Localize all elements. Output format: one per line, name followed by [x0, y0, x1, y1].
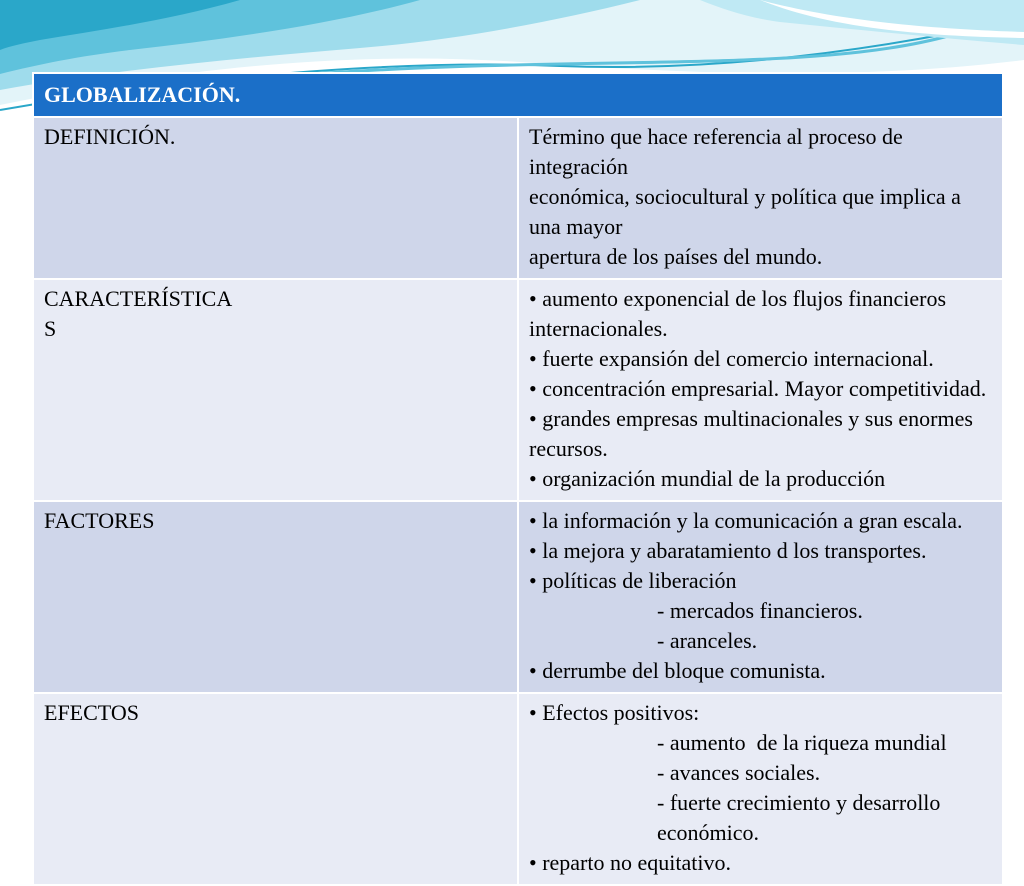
row-content-caracteristicas [518, 279, 1003, 501]
row-content-factores [518, 501, 1003, 693]
globalization-table [32, 72, 1004, 886]
content-line: económica, sociocultural y política que implica a una mayor [529, 184, 967, 239]
bullet-item: • aumento exponencial de los flujos financieros internacionales. [529, 286, 952, 341]
bullet-item: • reparto no equitativo. [529, 850, 731, 875]
row-label-factores: FACTORES [33, 501, 518, 693]
table-header-row [33, 73, 1003, 117]
bullet-item: • organización mundial de la producción [529, 466, 886, 491]
bullet-item: • derrumbe del bloque comunista. [529, 658, 826, 683]
sub-item: - avances sociales. [657, 760, 821, 785]
bullet-item: • la mejora y abaratamiento d los transportes. [529, 538, 927, 563]
row-label-caracteristicas [33, 279, 518, 501]
sub-item: - aumento de la riqueza mundial [657, 730, 947, 755]
table-row-definicion [33, 117, 1003, 279]
bullet-item: • la información y la comunicación a gran escala. [529, 508, 963, 533]
table-header-cell: GLOBALIZACIÓN. [33, 73, 1003, 117]
sub-item: - mercados financieros. [657, 598, 863, 623]
label-line: CARACTERÍSTICA [44, 286, 233, 311]
content-line: apertura de los países del mundo. [529, 244, 823, 269]
globalization-table-container [32, 72, 1004, 886]
row-label-definicion: DEFINICIÓN. [33, 117, 518, 279]
table-row-caracteristicas [33, 279, 1003, 501]
sub-item: - aranceles. [657, 628, 758, 653]
table-row-efectos [33, 693, 1003, 885]
bullet-item: • concentración empresarial. Mayor competitividad. [529, 376, 987, 401]
bullet-item: • políticas de liberación [529, 568, 737, 593]
row-label-efectos: EFECTOS [33, 693, 518, 885]
bullet-item: • grandes empresas multinacionales y sus enormes recursos. [529, 406, 979, 461]
table-row-factores [33, 501, 1003, 693]
bullet-item: • Efectos positivos: [529, 700, 700, 725]
row-content-definicion [518, 117, 1003, 279]
sub-item: - fuerte crecimiento y desarrollo económico. [657, 790, 946, 845]
bullet-item: • fuerte expansión del comercio internacional. [529, 346, 934, 371]
label-line: S [44, 316, 57, 341]
row-content-efectos [518, 693, 1003, 885]
content-line: Término que hace referencia al proceso de integración [529, 124, 909, 179]
